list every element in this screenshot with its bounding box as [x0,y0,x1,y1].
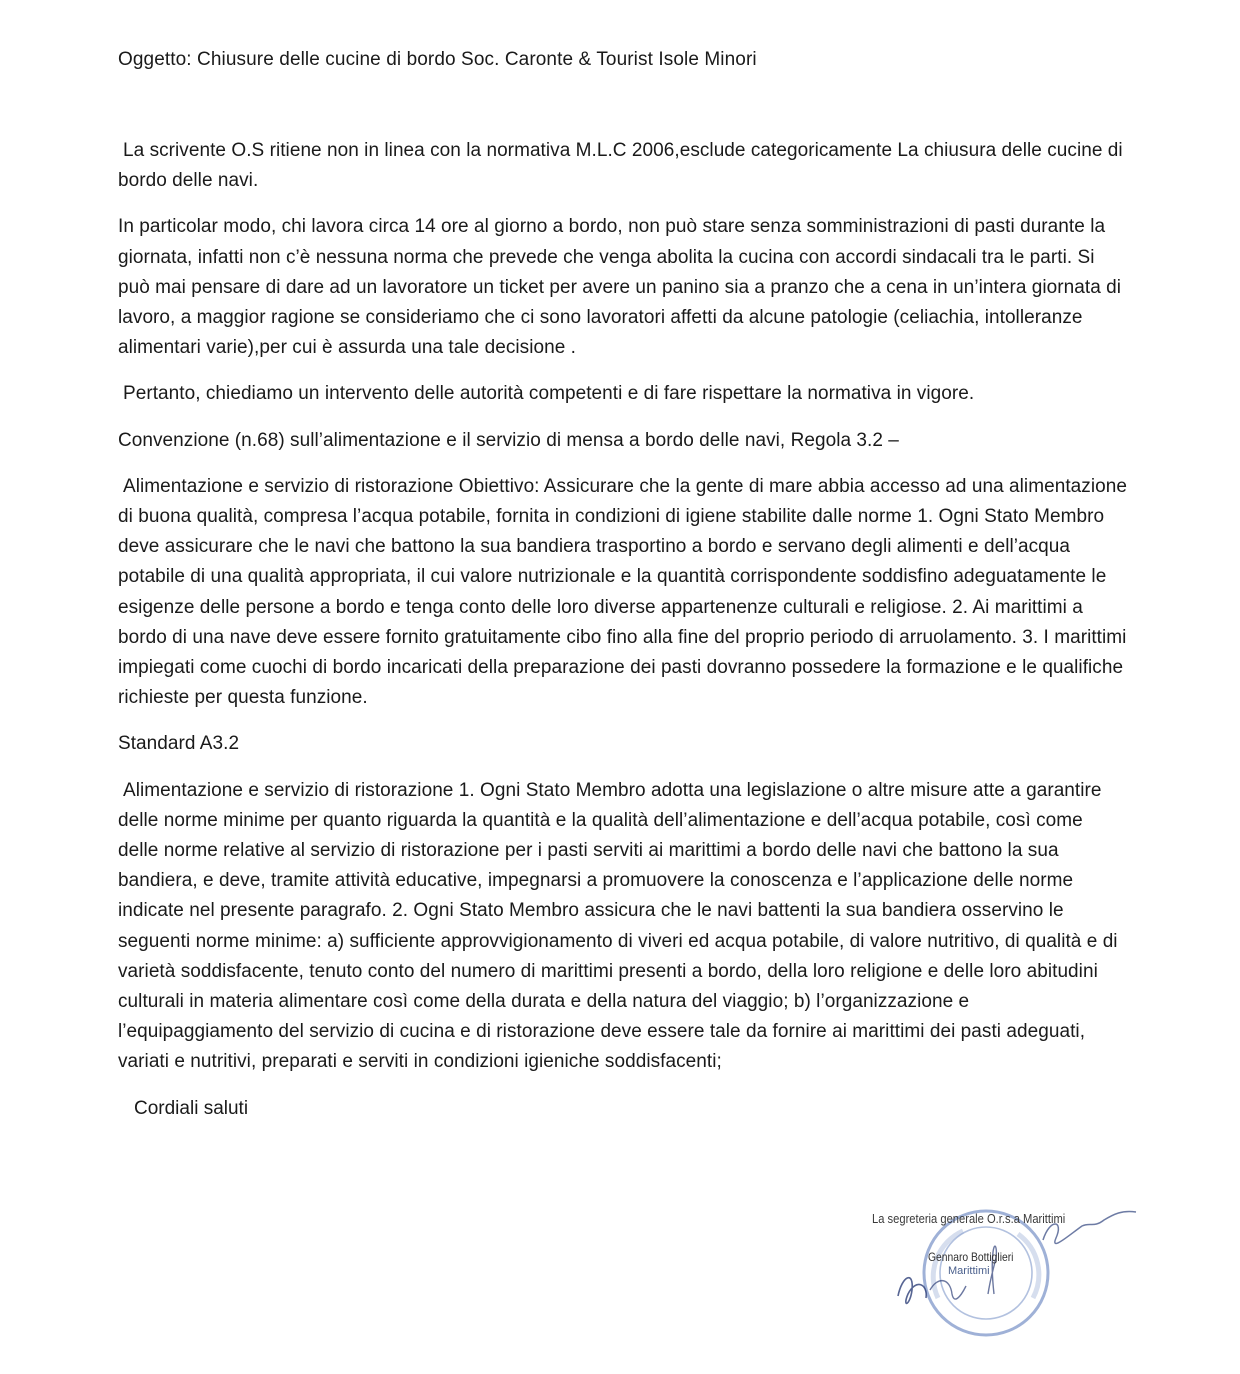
paragraph-6: Standard A3.2 [118,733,240,755]
closing-greeting: Cordiali saluti [134,1097,249,1119]
paragraph-7: Alimentazione e servizio di ristorazione 1. Ogni Stato Membro adotta una legislazione o altre misure atte a garantire delle norme minime per quanto riguarda la quantità e la qualità dell’alimentazione e dell’acqua potabile, così come delle norme relative al servizio di ristorazione per i pasti serviti ai marittimi a bordo delle navi che battono la sua bandiera, e deve, tramite attività educative, impegnarsi a promuovere la conoscenza e l’applicazione delle norme indicate nel presente paragrafo. 2. Ogni Stato Membro assicura che le navi battenti la sua bandiera osservino le seguenti norme minime: a) sufficiente approvvigionamento di viveri ed acqua potabile, di valore nutritivo, di qualità e di varietà soddisfacente, tenuto conto del numero di marittimi presenti a bordo, della loro religione e delle loro abitudini culturali in materia alimentare così come della durata e della natura del viaggio; b) l’organizzazione e l’equipaggiamento del servizio di cucina e di ristorazione deve essere tale da fornire ai marittimi dei pasti adeguati, variati e nutritivi, preparati e serviti in condizioni igieniche soddisfacenti; [118,779,1118,1073]
paragraph-2: In particolar modo, chi lavora circa 14 ore al giorno a bordo, non può stare senza somministrazioni di pasti durante la giornata, infatti non c’è nessuna norma che prevede che venga abolita la cucina con accordi sindacali tra le parti. Si può mai pensare di dare ad un lavoratore un ticket per avere un panino sia a pranzo che a cena in un’intera giornata di lavoro, a maggior ragione se consideriamo che ci sono lavoratori affetti da alcune patologie (celiachia, intolleranze alimentari varie),per cui è assurda una tale decisione . [118,216,1122,359]
letter-subject: Oggetto: Chiusure delle cucine di bordo Soc. Caronte & Tourist Isole Minori [118,49,757,70]
signature-label: La segreteria generale O.r.s.a Marittimi [872,1211,1066,1226]
letter-page [118,46,1128,1124]
signature-block [868,1198,1148,1348]
signature-org: Marittimi [948,1265,990,1277]
paragraph-1: La scrivente O.S ritiene non in linea con la normativa M.L.C 2006,esclude categoricamente La chiusura delle cucine di bordo delle navi. [118,140,1123,192]
signature-name: Gennaro Bottiglieri [928,1250,1014,1264]
paragraph-3: Pertanto, chiediamo un intervento delle autorità competenti e di fare rispettare la normativa in vigore. [123,383,975,405]
paragraph-5: Alimentazione e servizio di ristorazione Obiettivo: Assicurare che la gente di mare abbia accesso ad una alimentazione di buona qualità, compresa l’acqua potabile, fornita in condizioni di igiene stabilite dalle norme 1. Ogni Stato Membro deve assicurare che le navi che battono la sua bandiera trasportino a bordo e servano degli alimenti e dell’acqua potabile di una qualità appropriata, il cui valore nutrizionale e la quantità corrispondente soddisfino adeguatamente le esigenze delle persone a bordo e tenga conto delle loro diverse appartenenze culturali e religiose. 2. Ai marittimi a bordo di una nave deve essere fornito gratuitamente cibo fino alla fine del proprio periodo di arruolamento. 3. I marittimi impiegati come cuochi di bordo incaricati della preparazione dei pasti dovranno possedere la formazione e le qualifiche richieste per questa funzione. [118,475,1127,709]
paragraph-4: Convenzione (n.68) sull’alimentazione e il servizio di mensa a bordo delle navi, Regola 3.2 – [118,429,899,451]
